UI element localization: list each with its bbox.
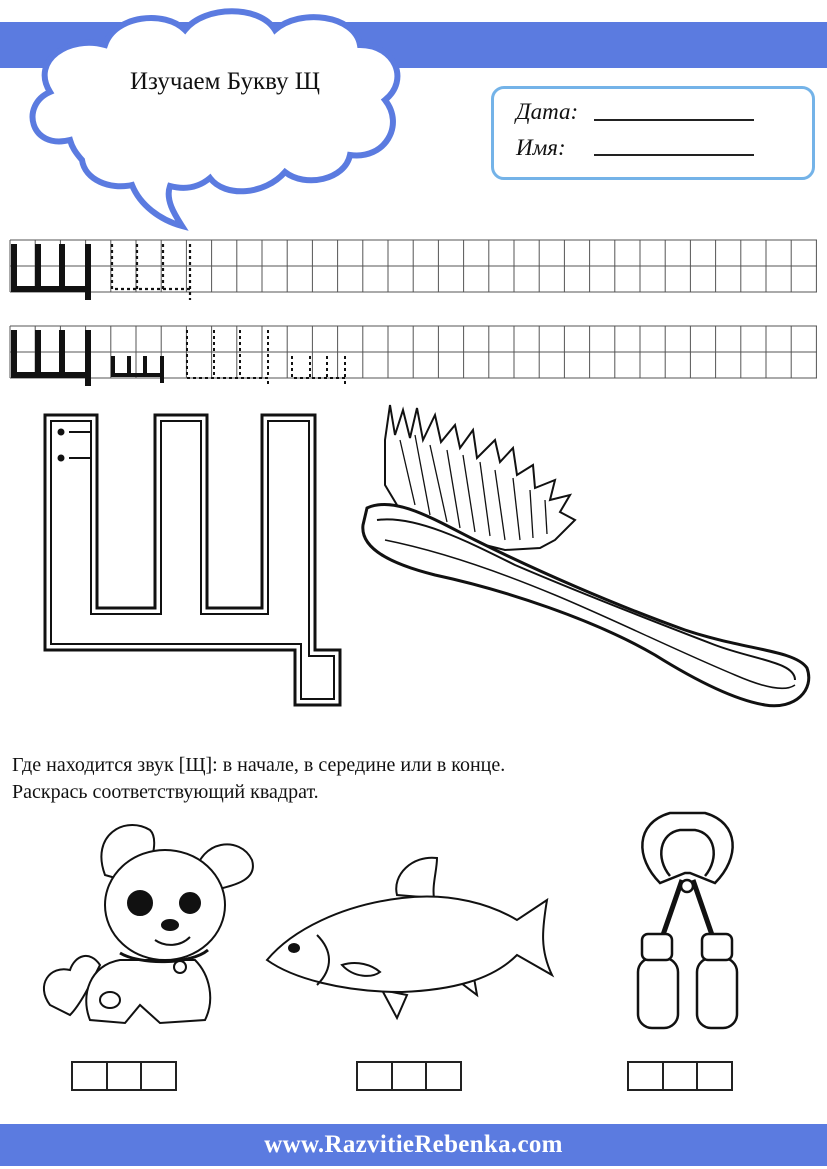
answer-box-middle[interactable] xyxy=(106,1061,143,1091)
answer-boxes-fish xyxy=(356,1061,462,1087)
pincers-icon xyxy=(630,808,745,1036)
date-line xyxy=(594,119,754,121)
brush-icon xyxy=(355,400,815,720)
bold-letter-shcha xyxy=(14,244,88,300)
instruction-line-1: Где находится звук [Щ]: в начале, в середине или в конце. xyxy=(12,754,506,776)
dotted-small-shcha xyxy=(292,356,345,384)
answer-box-middle[interactable] xyxy=(391,1061,428,1091)
instructions xyxy=(12,752,812,806)
fish-icon xyxy=(262,850,557,1025)
name-label: Имя: xyxy=(516,135,566,160)
answer-boxes-pincers xyxy=(627,1061,733,1087)
page-title: Изучаем Букву Щ xyxy=(129,68,321,95)
answer-boxes-puppy xyxy=(71,1061,177,1087)
copybook-row-2 xyxy=(0,318,827,390)
instruction-line-2: Раскрась соответствующий квадрат. xyxy=(12,781,319,803)
cloud-bubble xyxy=(0,0,420,235)
name-line xyxy=(594,154,754,156)
bold-letter-shcha-2 xyxy=(14,330,88,386)
outline-letter-shcha xyxy=(40,410,345,710)
answer-box-start[interactable] xyxy=(71,1061,108,1091)
grid-lines xyxy=(10,240,817,292)
puppy-icon xyxy=(30,815,260,1040)
answer-box-end[interactable] xyxy=(140,1061,177,1091)
copybook-row-1 xyxy=(0,232,827,304)
answer-box-start[interactable] xyxy=(627,1061,664,1091)
info-box xyxy=(491,86,815,180)
answer-box-end[interactable] xyxy=(696,1061,733,1091)
answer-box-start[interactable] xyxy=(356,1061,393,1091)
grid-lines xyxy=(10,326,817,378)
small-letter-shcha xyxy=(113,356,162,383)
website-link[interactable]: www.RazvitieRebenka.com xyxy=(264,1131,563,1158)
date-label: Дата: xyxy=(516,99,579,124)
answer-box-middle[interactable] xyxy=(662,1061,699,1091)
answer-box-end[interactable] xyxy=(425,1061,462,1091)
